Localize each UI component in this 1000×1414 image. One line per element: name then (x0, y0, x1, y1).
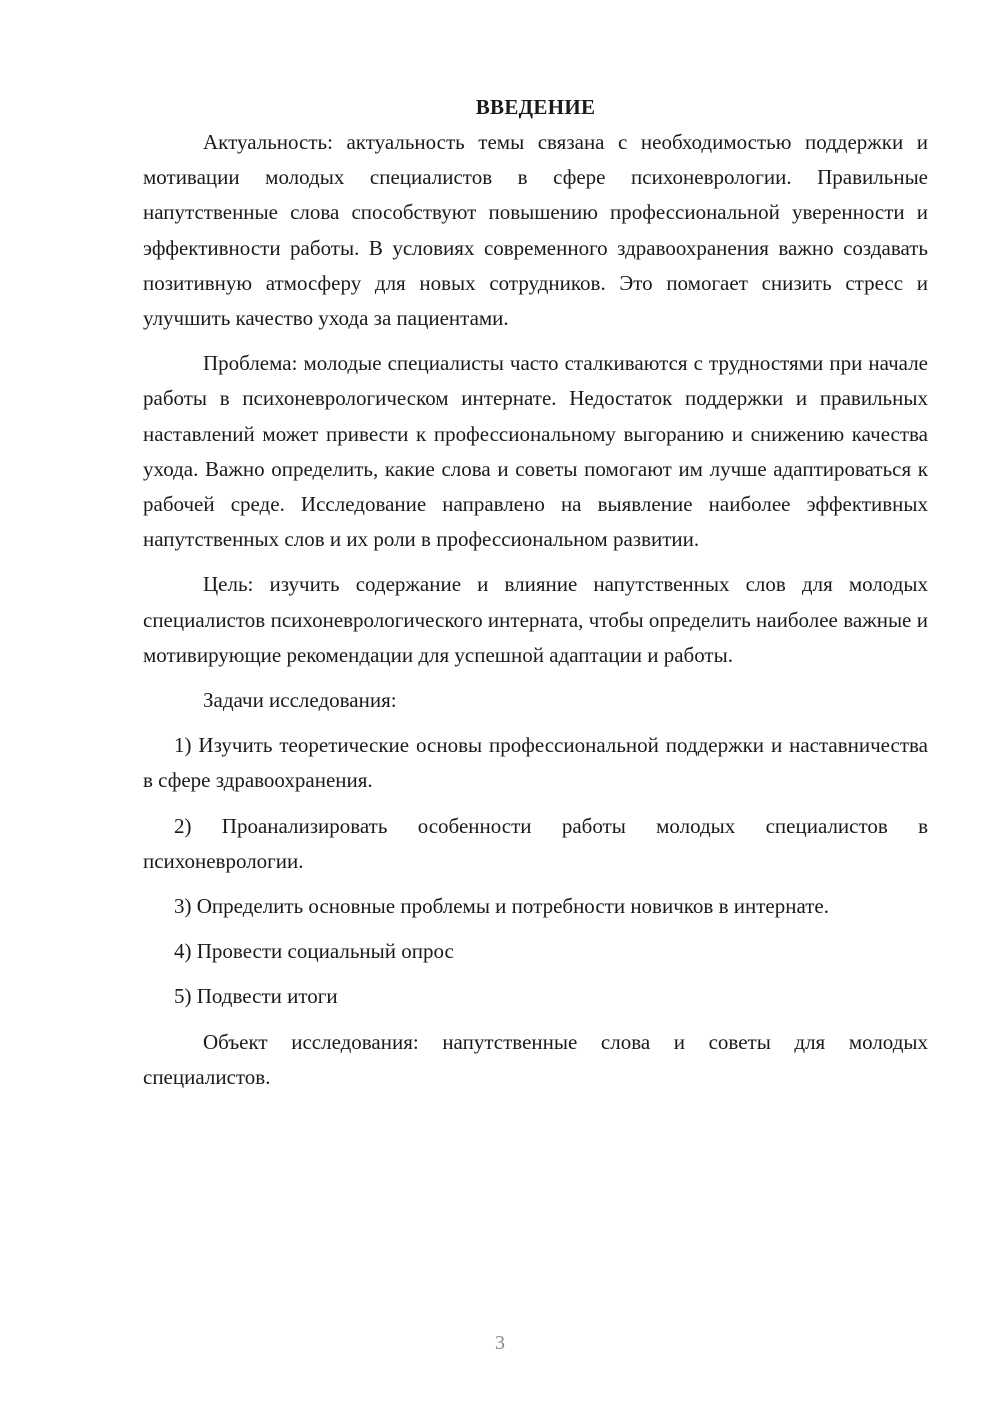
tasks-heading: Задачи исследования: (203, 688, 397, 713)
paragraph-object: Объект исследования: напутственные слова и советы для молодых специалистов. (143, 1029, 928, 1089)
task-item-4: 4) Провести социальный опрос (174, 939, 454, 964)
document-page (143, 90, 928, 1105)
paragraph-relevance: Актуальность: актуальность темы связана с необходимостью поддержки и мотивации молодых специалистов в сфере психоневрологии. Правильные напутственные слова способствуют повышению профессиональной уверенности и эффективности работы. В условиях современного здравоохранения важно создавать позитивную атмосферу для новых сотрудников. Это помогает снизить стресс и улучшить качество ухода за пациентами. (143, 130, 928, 331)
task-item-3: 3) Определить основные проблемы и потребности новичков в интернате. (174, 894, 829, 919)
paragraph-problem: Проблема: молодые специалисты часто сталкиваются с трудностями при начале работы в психоневрологическом интернате. Недостаток поддержки и правильных наставлений может привести к профессиональному выгоранию и снижению качества ухода. Важно определить, какие слова и советы помогают им лучше адаптироваться к рабочей среде. Исследование направлено на выявление наиболее эффективных напутственных слов и их роли в профессиональном развитии. (143, 351, 928, 552)
task-item-1: 1) Изучить теоретические основы профессиональной поддержки и наставничества в сфере здравоохранения. (143, 733, 928, 793)
task-item-2: 2) Проанализировать особенности работы молодых специалистов в психоневрологии. (143, 813, 928, 873)
paragraph-goal: Цель: изучить содержание и влияние напутственных слов для молодых специалистов психоневрологического интерната, чтобы определить наиболее важные и мотивирующие рекомендации для успешной адаптации и работы. (143, 572, 928, 667)
page-number: 3 (495, 1332, 505, 1354)
task-item-5: 5) Подвести итоги (174, 984, 338, 1009)
section-heading: ВВЕДЕНИЕ (475, 95, 596, 119)
